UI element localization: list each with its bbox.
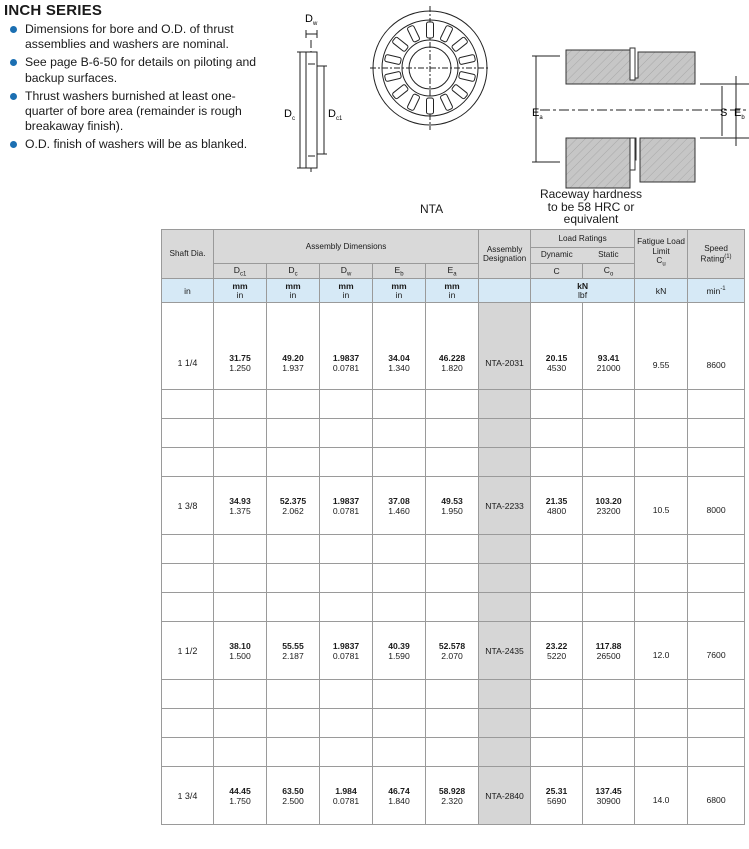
notes-list: [8, 22, 268, 156]
blank-cell: [373, 593, 426, 622]
blank-cell: [583, 419, 635, 448]
unit-fatigue: kN: [635, 279, 688, 303]
blank-cell: [267, 709, 320, 738]
dw-cell: 1.9837 0.0781: [320, 303, 373, 390]
blank-cell: [426, 390, 479, 419]
blank-cell: [583, 390, 635, 419]
dynamic-cell: 23.22 5220: [531, 622, 583, 680]
roller: [440, 25, 453, 42]
dc-label: $D_c$: [284, 108, 295, 122]
dc-cell: 63.50 2.500: [267, 767, 320, 825]
dw-label: $D_w$: [305, 13, 318, 27]
roller: [451, 84, 468, 99]
blank-cell: [162, 680, 214, 709]
blank-cell: [162, 535, 214, 564]
blank-cell: [426, 419, 479, 448]
blank-cell: [635, 390, 688, 419]
dynamic-cell: 20.15 4530: [531, 303, 583, 390]
blank-row: [162, 535, 745, 564]
blank-cell: [479, 564, 531, 593]
dc1-col-header: $D_{c1}$: [214, 264, 267, 279]
blank-cell: [531, 593, 583, 622]
table-row: [162, 303, 745, 390]
blank-row: [162, 564, 745, 593]
blank-cell: [635, 738, 688, 767]
blank-cell: [583, 448, 635, 477]
dc1-cell: 38.10 1.500: [214, 622, 267, 680]
unit-cell: mm in: [373, 279, 426, 303]
blank-cell: [162, 419, 214, 448]
blank-cell: [214, 593, 267, 622]
dw-cell: 1.9837 0.0781: [320, 622, 373, 680]
roller: [458, 71, 475, 81]
roller: [384, 54, 401, 64]
static-cell: 103.20 23200: [583, 477, 635, 535]
blank-cell: [635, 564, 688, 593]
blank-cell: [373, 564, 426, 593]
blank-row: [162, 680, 745, 709]
unit-load: kN lbf: [531, 279, 635, 303]
blank-cell: [426, 738, 479, 767]
front-view-figure: [370, 0, 490, 130]
blank-cell: [320, 709, 373, 738]
blank-cell: [531, 535, 583, 564]
blank-cell: [479, 390, 531, 419]
dw-col-header: $D_w$: [320, 264, 373, 279]
blank-cell: [214, 419, 267, 448]
blank-cell: [214, 390, 267, 419]
blank-cell: [531, 419, 583, 448]
speed-cell: 7600: [688, 622, 745, 680]
roller: [392, 84, 409, 99]
dc1-cell: 44.45 1.750: [214, 767, 267, 825]
blank-cell: [583, 709, 635, 738]
roller: [440, 94, 453, 111]
blank-cell: [688, 448, 745, 477]
blank-cell: [320, 593, 373, 622]
blank-cell: [214, 709, 267, 738]
blank-cell: [373, 709, 426, 738]
blank-cell: [373, 680, 426, 709]
blank-cell: [479, 419, 531, 448]
fatigue-cell: 10.5: [635, 477, 688, 535]
raceway-note: Raceway hardness to be 58 HRC or equivalent: [539, 187, 643, 226]
designation-cell: NTA-2233: [479, 477, 531, 535]
note-item: See page B-6-50 for details on piloting and backup surfaces.: [8, 55, 268, 85]
dc-col-header: $D_c$: [267, 264, 320, 279]
blank-cell: [583, 680, 635, 709]
eb-cell: 34.04 1.340: [373, 303, 426, 390]
spec-table: [161, 229, 745, 825]
blank-cell: [267, 448, 320, 477]
dc-cell: 55.55 2.187: [267, 622, 320, 680]
mounting-figure: [520, 0, 749, 190]
series-title: INCH SERIES: [4, 2, 103, 19]
blank-row: [162, 419, 745, 448]
unit-cell: mm in: [426, 279, 479, 303]
table-body: [162, 303, 745, 825]
blank-cell: [479, 680, 531, 709]
blank-cell: [635, 448, 688, 477]
speed-header: Speed Rating$^{(1)}$: [688, 230, 745, 279]
ea-cell: 52.578 2.070: [426, 622, 479, 680]
ea-col-header: $E_a$: [426, 264, 479, 279]
blank-cell: [373, 738, 426, 767]
blank-row: [162, 738, 745, 767]
blank-cell: [320, 419, 373, 448]
eb-cell: 46.74 1.840: [373, 767, 426, 825]
blank-cell: [267, 390, 320, 419]
blank-cell: [635, 709, 688, 738]
blank-cell: [267, 419, 320, 448]
blank-cell: [267, 535, 320, 564]
blank-cell: [688, 709, 745, 738]
unit-blank: [479, 279, 531, 303]
designation-cell: NTA-2840: [479, 767, 531, 825]
unit-cell: mm in: [267, 279, 320, 303]
ea-cell: 58.928 2.320: [426, 767, 479, 825]
blank-cell: [426, 680, 479, 709]
eb-cell: 40.39 1.590: [373, 622, 426, 680]
dc-cell: 52.375 2.062: [267, 477, 320, 535]
blank-cell: [267, 680, 320, 709]
ea-cell: 46.228 1.820: [426, 303, 479, 390]
shaft-cell: 1 1/4: [162, 303, 214, 390]
speed-cell: 8600: [688, 303, 745, 390]
blank-cell: [373, 535, 426, 564]
fatigue-cell: 12.0: [635, 622, 688, 680]
eb-col-header: $E_b$: [373, 264, 426, 279]
shaft-header: Shaft Dia.: [162, 230, 214, 279]
roller: [427, 22, 434, 38]
roller: [407, 94, 420, 111]
blank-cell: [531, 738, 583, 767]
unit-cell: mm in: [320, 279, 373, 303]
blank-row: [162, 390, 745, 419]
blank-cell: [426, 709, 479, 738]
blank-cell: [583, 535, 635, 564]
blank-cell: [688, 738, 745, 767]
roller: [392, 37, 409, 52]
note-item: O.D. finish of washers will be as blanked.: [8, 137, 268, 152]
blank-cell: [688, 535, 745, 564]
dynamic-cell: 21.35 4800: [531, 477, 583, 535]
roller: [451, 37, 468, 52]
dc1-label: $D_{c1}$: [328, 108, 343, 122]
blank-cell: [214, 535, 267, 564]
roller: [407, 25, 420, 42]
dynamic-cell: 25.31 5690: [531, 767, 583, 825]
blank-cell: [373, 419, 426, 448]
blank-cell: [531, 448, 583, 477]
designation-cell: NTA-2031: [479, 303, 531, 390]
side-view-figure: [270, 0, 350, 190]
blank-cell: [214, 564, 267, 593]
blank-cell: [531, 564, 583, 593]
blank-cell: [373, 448, 426, 477]
static-cell: 93.41 21000: [583, 303, 635, 390]
static-cell: 137.45 30900: [583, 767, 635, 825]
blank-cell: [426, 535, 479, 564]
blank-cell: [214, 680, 267, 709]
static-header: Static: [598, 249, 619, 259]
ea-cell: 49.53 1.950: [426, 477, 479, 535]
fatigue-header: Fatigue Load Limit $C_u$: [635, 230, 688, 279]
table-row: [162, 622, 745, 680]
blank-cell: [162, 593, 214, 622]
note-item: Thrust washers burnished at least one-quarter of bore area (remainder is rough breakaway finish).: [8, 89, 268, 135]
blank-cell: [320, 535, 373, 564]
roller: [427, 98, 434, 114]
roller: [384, 71, 401, 81]
blank-cell: [162, 564, 214, 593]
blank-cell: [531, 680, 583, 709]
blank-cell: [479, 448, 531, 477]
fatigue-cell: 9.55: [635, 303, 688, 390]
static-cell: 117.88 26500: [583, 622, 635, 680]
designation-header: Assembly Designation: [479, 230, 531, 279]
unit-speed: $\min^{-1}$: [688, 279, 745, 303]
speed-cell: 6800: [688, 767, 745, 825]
fatigue-cell: 14.0: [635, 767, 688, 825]
blank-cell: [583, 564, 635, 593]
blank-cell: [688, 390, 745, 419]
blank-cell: [162, 448, 214, 477]
blank-cell: [320, 448, 373, 477]
blank-cell: [162, 709, 214, 738]
eb-label: $E_b$: [734, 107, 745, 121]
shaft-cell: 1 3/8: [162, 477, 214, 535]
dc-cell: 49.20 1.937: [267, 303, 320, 390]
blank-cell: [320, 738, 373, 767]
blank-cell: [320, 390, 373, 419]
blank-cell: [531, 390, 583, 419]
dc1-cell: 34.93 1.375: [214, 477, 267, 535]
table-row: [162, 767, 745, 825]
assembly-dimensions-header: Assembly Dimensions: [214, 230, 479, 264]
blank-cell: [479, 709, 531, 738]
note-item: Dimensions for bore and O.D. of thrust assemblies and washers are nominal.: [8, 22, 268, 52]
ea-label: $E_a$: [532, 107, 543, 121]
table-row: [162, 477, 745, 535]
nta-label: NTA: [420, 202, 444, 216]
blank-cell: [531, 709, 583, 738]
blank-cell: [688, 564, 745, 593]
blank-cell: [267, 593, 320, 622]
blank-cell: [267, 738, 320, 767]
blank-cell: [583, 593, 635, 622]
blank-cell: [688, 593, 745, 622]
dynamic-sym: C: [531, 264, 583, 279]
load-ratings-header: Load Ratings Dynamic Static: [531, 230, 635, 264]
blank-cell: [426, 448, 479, 477]
blank-cell: [583, 738, 635, 767]
unit-shaft: in: [162, 279, 214, 303]
dw-cell: 1.984 0.0781: [320, 767, 373, 825]
blank-row: [162, 593, 745, 622]
dc1-cell: 31.75 1.250: [214, 303, 267, 390]
blank-cell: [635, 419, 688, 448]
roller: [458, 54, 475, 64]
blank-cell: [635, 593, 688, 622]
blank-cell: [688, 419, 745, 448]
unit-cell: mm in: [214, 279, 267, 303]
blank-cell: [267, 564, 320, 593]
eb-cell: 37.08 1.460: [373, 477, 426, 535]
blank-cell: [214, 738, 267, 767]
static-sym: $C_o$: [583, 264, 635, 279]
speed-cell: 8000: [688, 477, 745, 535]
blank-cell: [426, 564, 479, 593]
shaft-cell: 1 1/2: [162, 622, 214, 680]
blank-cell: [688, 680, 745, 709]
blank-cell: [320, 564, 373, 593]
shaft-cell: 1 3/4: [162, 767, 214, 825]
designation-cell: NTA-2435: [479, 622, 531, 680]
blank-cell: [373, 390, 426, 419]
blank-cell: [162, 390, 214, 419]
blank-cell: [214, 448, 267, 477]
s-label: S: [720, 107, 728, 119]
blank-cell: [162, 738, 214, 767]
dw-cell: 1.9837 0.0781: [320, 477, 373, 535]
blank-row: [162, 448, 745, 477]
blank-cell: [479, 738, 531, 767]
blank-cell: [320, 680, 373, 709]
blank-cell: [426, 593, 479, 622]
blank-row: [162, 709, 745, 738]
blank-cell: [479, 593, 531, 622]
blank-cell: [635, 535, 688, 564]
blank-cell: [479, 535, 531, 564]
dynamic-header: Dynamic: [540, 249, 573, 259]
blank-cell: [635, 680, 688, 709]
